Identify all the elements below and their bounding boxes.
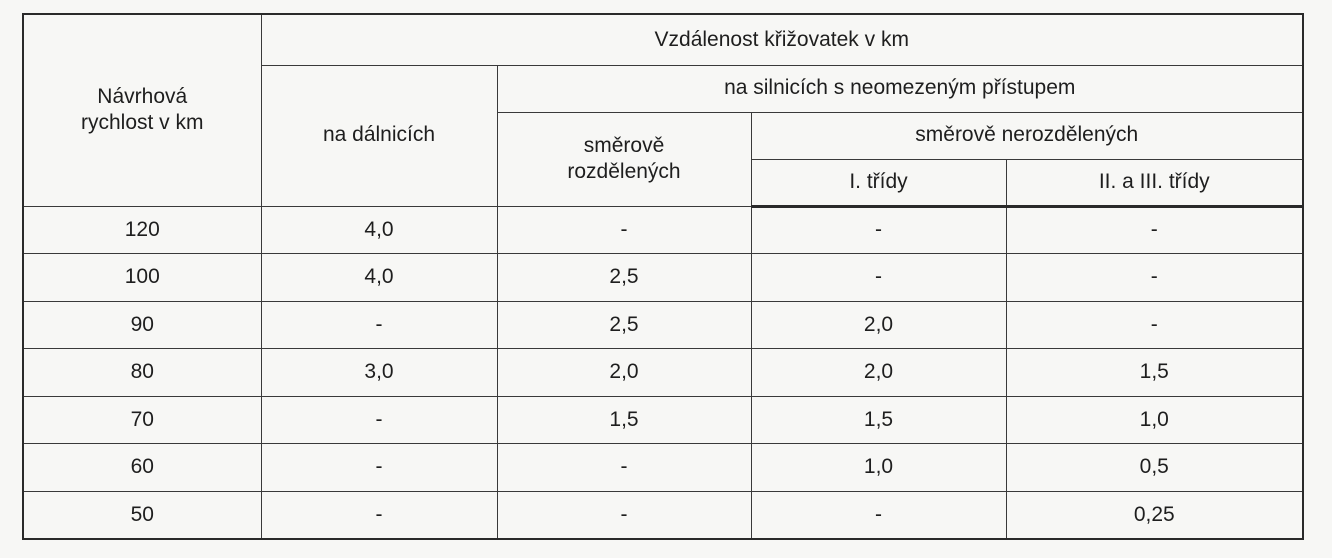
speed-column-header: Návrhová rychlost v km <box>23 14 261 206</box>
highway-cell: - <box>261 301 497 349</box>
divided-cell: 1,5 <box>497 396 751 444</box>
divided-roads-header: směrově rozdělených <box>497 112 751 206</box>
class-1-cell: 1,0 <box>751 444 1006 492</box>
class-2-3-cell: - <box>1006 206 1303 254</box>
speed-cell: 60 <box>23 444 261 492</box>
table-row <box>23 254 1303 302</box>
class-2-3-cell: - <box>1006 301 1303 349</box>
table-row <box>23 396 1303 444</box>
class-2-3-header: II. a III. třídy <box>1006 159 1303 206</box>
class-1-cell: - <box>751 491 1006 539</box>
table-row <box>23 349 1303 397</box>
undivided-roads-header: směrově nerozdělených <box>751 112 1303 159</box>
speed-cell: 50 <box>23 491 261 539</box>
table-row <box>23 444 1303 492</box>
highway-cell: - <box>261 491 497 539</box>
table-row <box>23 301 1303 349</box>
highway-cell: - <box>261 444 497 492</box>
highways-header: na dálnicích <box>261 65 497 206</box>
table-header <box>23 14 1303 206</box>
speed-cell: 90 <box>23 301 261 349</box>
table-row <box>23 206 1303 254</box>
divided-cell: 2,0 <box>497 349 751 397</box>
class-2-3-cell: 0,25 <box>1006 491 1303 539</box>
table-row <box>23 491 1303 539</box>
speed-cell: 70 <box>23 396 261 444</box>
highway-cell: 4,0 <box>261 206 497 254</box>
speed-cell: 120 <box>23 206 261 254</box>
intersection-distance-table <box>22 13 1304 540</box>
divided-cell: 2,5 <box>497 254 751 302</box>
class-2-3-cell: 1,0 <box>1006 396 1303 444</box>
table-body <box>23 206 1303 539</box>
divided-cell: - <box>497 491 751 539</box>
speed-cell: 100 <box>23 254 261 302</box>
divided-cell: - <box>497 444 751 492</box>
highway-cell: 3,0 <box>261 349 497 397</box>
class-2-3-cell: 1,5 <box>1006 349 1303 397</box>
divided-cell: 2,5 <box>497 301 751 349</box>
divided-cell: - <box>497 206 751 254</box>
speed-cell: 80 <box>23 349 261 397</box>
class-1-header: I. třídy <box>751 159 1006 206</box>
class-1-cell: 2,0 <box>751 349 1006 397</box>
class-1-cell: - <box>751 254 1006 302</box>
class-1-cell: - <box>751 206 1006 254</box>
class-1-cell: 1,5 <box>751 396 1006 444</box>
distance-group-header: Vzdálenost křižovatek v km <box>261 14 1303 65</box>
class-1-cell: 2,0 <box>751 301 1006 349</box>
class-2-3-cell: - <box>1006 254 1303 302</box>
open-roads-header: na silnicích s neomezeným přístupem <box>497 65 1303 112</box>
highway-cell: 4,0 <box>261 254 497 302</box>
class-2-3-cell: 0,5 <box>1006 444 1303 492</box>
highway-cell: - <box>261 396 497 444</box>
